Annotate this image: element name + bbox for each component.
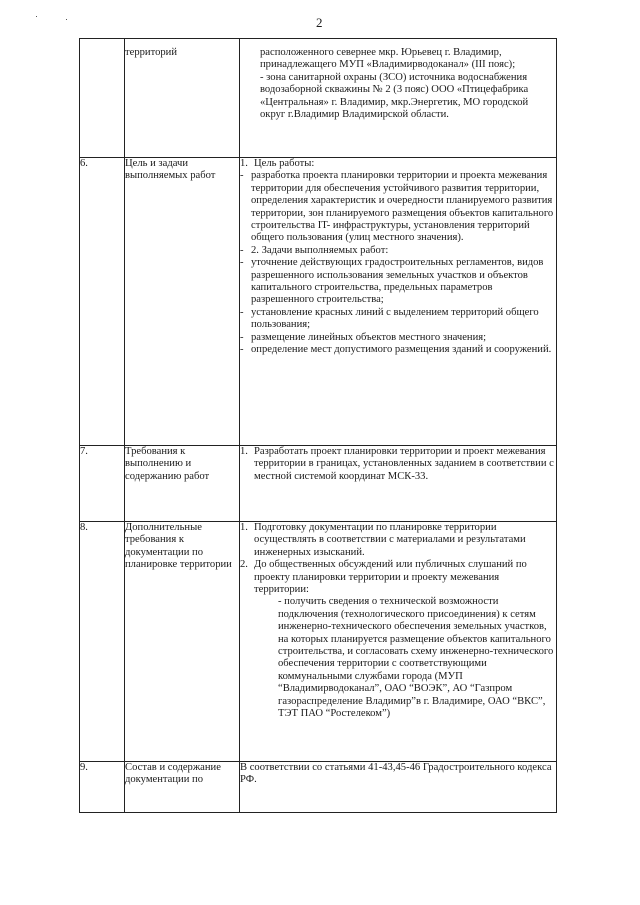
list-item: - уточнение действующих градостроительных регламентов, видов разрешенного использования земельных участков и объектов капитального строительства, предельных параметров разрешенного строительства; (240, 257, 544, 306)
table-row (80, 39, 557, 158)
row-content (240, 158, 557, 446)
list-item: - установление красных линий с выделением территорий общего пользования; (240, 306, 539, 331)
table-row (80, 762, 557, 813)
row-number: 6. (80, 158, 125, 446)
row-number (80, 39, 125, 158)
list-item: 1. Подготовку документации по планировке территории осуществлять в соответствии с материалами и результатами инженерных изысканий. (240, 522, 526, 558)
list-item: - определение мест допустимого размещения зданий и сооружений. (240, 344, 552, 356)
row-content (240, 446, 557, 522)
row-label: территорий (125, 39, 240, 158)
row-content: В соответствии со статьями 41-43,45-46 Градостроительного кодекса РФ. (240, 762, 557, 813)
row-content (240, 39, 557, 158)
list-item: 1. Цель работы: (240, 158, 556, 170)
row-label: Состав и содержание документации по (125, 762, 240, 813)
list-item: - 2. Задачи выполняемых работ: (240, 245, 556, 257)
goal-heading: Цель работы: (254, 158, 315, 169)
list-item: - размещение линейных объектов местного значения; (240, 331, 487, 343)
row-content (240, 522, 557, 762)
table-row (80, 522, 557, 762)
tasks-heading: 2. Задачи выполняемых работ: (251, 244, 389, 256)
list-item: - разработка проекта планировки территории и проекта межевания территории для обеспечения устойчивого развития территории, определения характеристик и очередности планируемого развития территории, зон планируемого размещения объектов капитального строительства IT- инфраструктуры, установления территорий общего пользования (улиц местного значения). (240, 170, 554, 244)
sub-item: - получить сведения о технической возможности подключения (технологического присоединения) к сетям инженерно-технического обеспечения земельных участков, на которых планируется размещение объектов капитального строительства, и согласовать схему инженерно-технического обеспечения территории с соответствующими коммунальными службами города (МУП “Владимирводоканал”, ОАО “ВОЭК”, АО “Газпром газораспределение Владимир”в г. Владимире, ОАО “ВКС”, ТЭТ ПАО “Ростелеком”) (278, 596, 554, 720)
list-item: 1. Разработать проект планировки территории и проект межевания территории в границах, установленных заданием в соответствии с местной системой координат МСК-33. (240, 446, 554, 482)
requirements-table (79, 38, 557, 813)
row-number: 9. (80, 762, 125, 813)
row-label: Цель и задачи выполняемых работ (125, 158, 240, 446)
table-row (80, 158, 557, 446)
row-label: Дополнительные требования к документации по планировке территории (125, 522, 240, 762)
paragraph: расположенного севернее мкр. Юрьевец г. Владимир, принадлежащего МУП «Владимирводоканал» (III пояс); (260, 47, 516, 71)
table-row (80, 446, 557, 522)
scan-speck (36, 16, 37, 17)
row-number: 8. (80, 522, 125, 762)
scan-speck (66, 19, 67, 20)
row-number: 7. (80, 446, 125, 522)
paragraph: - зона санитарной охраны (ЗСО) источника водоснабжения водозаборной скважины № 2 (3 пояс) ООО «Птицефабрика «Центральная» г. Владимир, мкр.Энергетик, МО городской округ г.Владимир Владимирской области. (260, 71, 529, 121)
page-number: 2 (316, 15, 323, 30)
row-label: Требования к выполнению и содержанию работ (125, 446, 240, 522)
list-item: 2. До общественных обсуждений или публичных слушаний по проекту планировки территории и проекту межевания территории: (240, 559, 527, 596)
